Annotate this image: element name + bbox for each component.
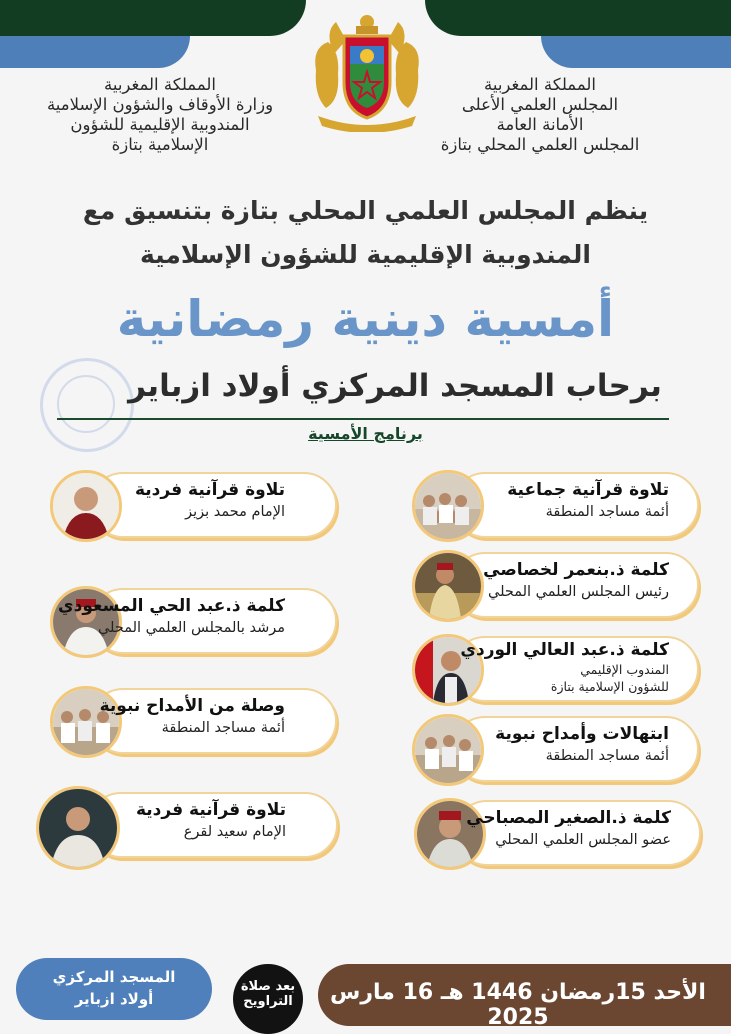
program-item-title: تلاوة قرآنية جماعية	[507, 480, 669, 500]
location-badge	[16, 958, 212, 1020]
program-item	[412, 714, 697, 784]
group-reciters-photo-icon	[412, 470, 484, 542]
program-item-subtitle: أئمة مساجد المنطقة	[545, 504, 669, 520]
top-right-blue-band	[541, 36, 731, 68]
event-title: أمسية دينية رمضانية	[116, 290, 615, 348]
program-item	[412, 470, 697, 540]
program-item	[50, 586, 335, 656]
header-right-line: المجلس العلمي الأعلى	[461, 95, 619, 114]
program-item	[36, 790, 336, 860]
header-right-line: المجلس العلمي المحلي بتازة	[440, 135, 640, 154]
header-right-line: الأمانة العامة	[496, 115, 584, 134]
time-badge-line: التراويح	[243, 994, 293, 1009]
group-reciters-photo-icon	[412, 714, 484, 786]
header-left-line: المملكة المغربية	[104, 75, 216, 94]
top-right-green-band	[425, 0, 731, 36]
top-left-green-band	[0, 0, 306, 36]
header-right-line: المملكة المغربية	[484, 75, 596, 94]
header-right-block	[415, 75, 665, 155]
location-line: المسجد المركزي	[52, 968, 176, 986]
header-left-line: الإسلامية بتازة	[111, 135, 209, 154]
header-left-block	[30, 75, 290, 155]
program-item	[412, 634, 697, 704]
program-item-subtitle: عضو المجلس العلمي المحلي	[495, 832, 671, 848]
program-item	[414, 798, 699, 868]
program-item	[50, 470, 335, 540]
program-item-title: تلاوة قرآنية فردية	[134, 480, 285, 500]
intro-line-1: ينظم المجلس العلمي المحلي بتازة بتنسيق مع	[82, 196, 649, 225]
program-item-subtitle: للشؤون الإسلامية بتازة	[550, 679, 669, 694]
program-item-title: كلمة ذ.عبد الحي المسعودي	[58, 596, 285, 616]
header-left-line: وزارة الأوقاف والشؤون الإسلامية	[46, 95, 274, 114]
program-item-title: كلمة ذ.بنعمر لخصاصي	[483, 560, 669, 580]
program-item-subtitle: أئمة مساجد المنطقة	[161, 720, 285, 736]
program-heading: برنامج الأمسية	[308, 424, 423, 443]
header-left-line: المندوبية الإقليمية للشؤون	[70, 115, 250, 134]
program-item	[412, 550, 697, 620]
location-line: أولاد ازباير	[74, 990, 154, 1008]
program-item-subtitle: رئيس المجلس العلمي المحلي	[488, 584, 669, 600]
intro-line-2: المندوبية الإقليمية للشؤون الإسلامية	[139, 240, 592, 269]
program-item-title: كلمة ذ.الصغير المصباحي	[466, 808, 671, 828]
program-item-subtitle: المندوب الإقليمي	[580, 662, 669, 677]
program-item-title: ابتهالات وأمداح نبوية	[495, 724, 669, 744]
program-item	[50, 686, 335, 756]
event-date: الأحد 15رمضان 1446 هـ 16 مارس 2025	[330, 980, 706, 1030]
time-badge-line: بعد صلاة	[240, 979, 296, 994]
top-left-blue-band	[0, 36, 190, 68]
program-item-subtitle: مرشد بالمجلس العلمي المحلي	[97, 620, 285, 636]
venue-line: برحاب المسجد المركزي أولاد ازباير	[128, 368, 662, 404]
coat-of-arms-icon	[306, 12, 428, 132]
program-item-title: كلمة ذ.عبد العالي الوردي	[460, 640, 669, 660]
program-item-subtitle: أئمة مساجد المنطقة	[545, 748, 669, 764]
program-item-title: تلاوة قرآنية فردية	[135, 800, 286, 820]
program-item-subtitle: الإمام سعيد لقرع	[183, 824, 286, 840]
divider	[57, 418, 669, 420]
program-item-subtitle: الإمام محمد بزيز	[185, 504, 285, 520]
program-item-title: وصلة من الأمداح نبوية	[99, 696, 285, 716]
